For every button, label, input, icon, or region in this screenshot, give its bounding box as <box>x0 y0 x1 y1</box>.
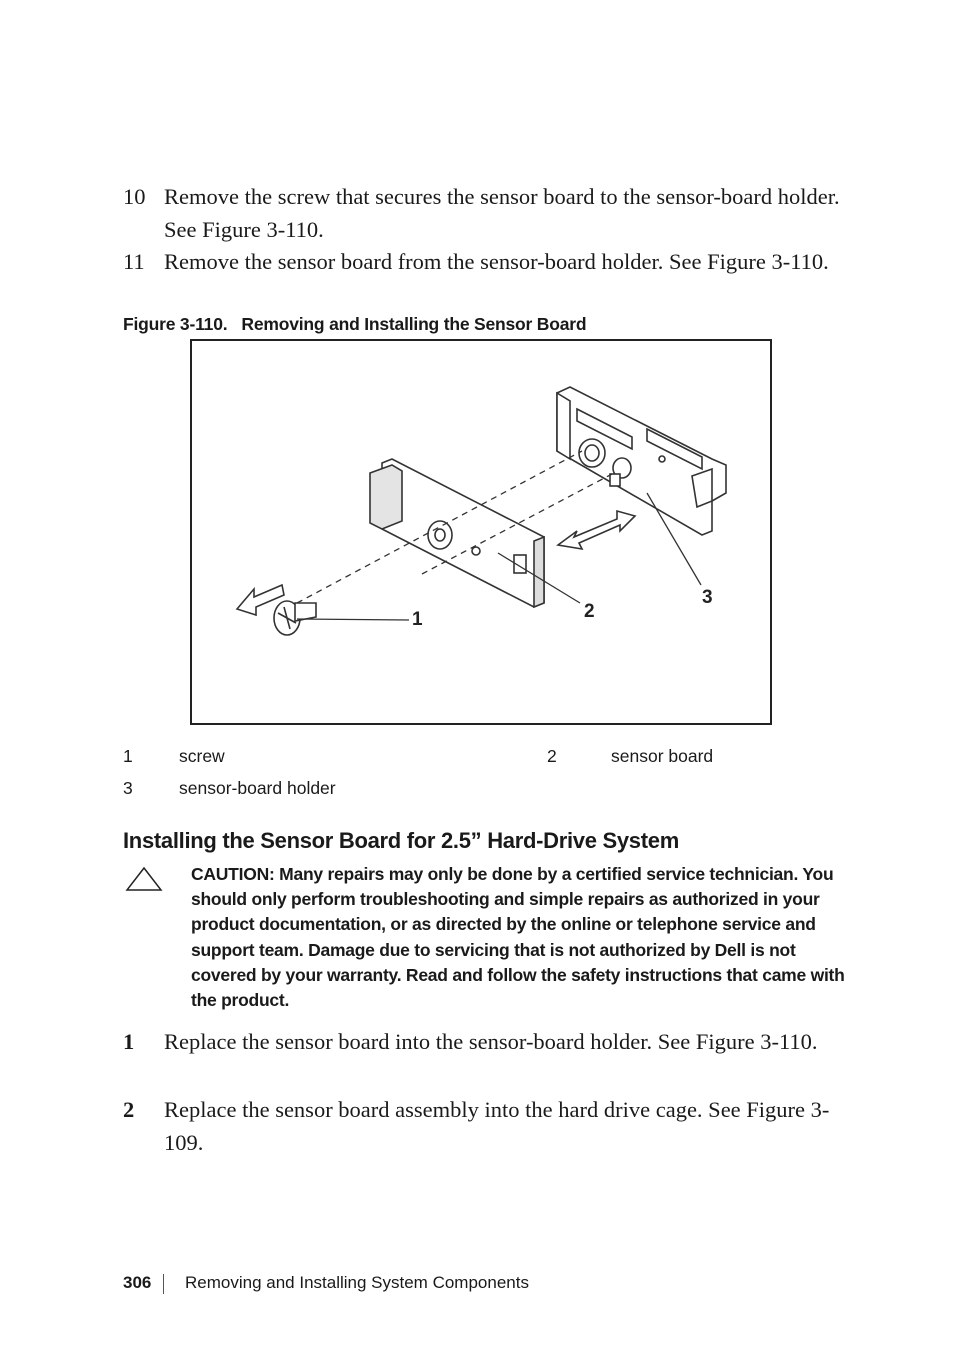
legend-number-2: 2 <box>547 746 557 766</box>
install-step-1 <box>123 1025 843 1058</box>
section-heading: Installing the Sensor Board for 2.5” Hard-Drive System <box>123 828 679 853</box>
legend-label-2: sensor board <box>611 746 714 766</box>
step-number: 2 <box>123 1097 135 1122</box>
legend-number-3: 3 <box>123 778 133 798</box>
step-text: Replace the sensor board assembly into the hard drive cage. See Figure 3-109. <box>164 1097 830 1155</box>
sensor-board-drawing <box>370 459 544 607</box>
callout-3: 3 <box>702 587 713 608</box>
footer-chapter-title: Removing and Installing System Components <box>185 1273 529 1292</box>
figure-number: Figure 3-110. <box>123 314 228 334</box>
step-text: Remove the sensor board from the sensor-board holder. See Figure 3-110. <box>164 249 829 274</box>
footer-divider <box>163 1274 164 1294</box>
step-number: 1 <box>123 1029 135 1054</box>
sensor-board-holder-drawing <box>557 387 726 535</box>
legend-label-1: screw <box>179 746 225 766</box>
figure-title: Removing and Installing the Sensor Board <box>241 314 587 334</box>
screw-drawing <box>274 601 316 635</box>
step-11 <box>123 245 843 278</box>
figure-illustration <box>190 339 772 725</box>
caution-icon <box>125 866 163 897</box>
install-step-2 <box>123 1093 843 1159</box>
caution-text: CAUTION: Many repairs may only be done by a certified service technician. You should only perform troubleshooting and simple repairs as authorized in your product documentation, or as directed by the online or telephone service and support team. Damage due to servicing that is not authorized by Dell is not covered by your warranty. Read and follow the safety instructions that came with the product. <box>191 864 845 1011</box>
callout-2: 2 <box>584 601 595 622</box>
legend-label-3: sensor-board holder <box>179 778 336 798</box>
step-10 <box>123 180 843 246</box>
step-text: Replace the sensor board into the sensor-board holder. See Figure 3-110. <box>164 1029 818 1054</box>
callout-1: 1 <box>412 609 423 630</box>
step-number: 10 <box>123 184 146 209</box>
figure-caption <box>123 314 586 335</box>
step-number: 11 <box>123 249 145 274</box>
legend-number-1: 1 <box>123 746 133 766</box>
sensor-board-diagram <box>192 341 770 723</box>
step-text: Remove the screw that secures the sensor board to the sensor-board holder. See Figure 3-110. <box>164 184 840 242</box>
page-number: 306 <box>123 1273 152 1292</box>
